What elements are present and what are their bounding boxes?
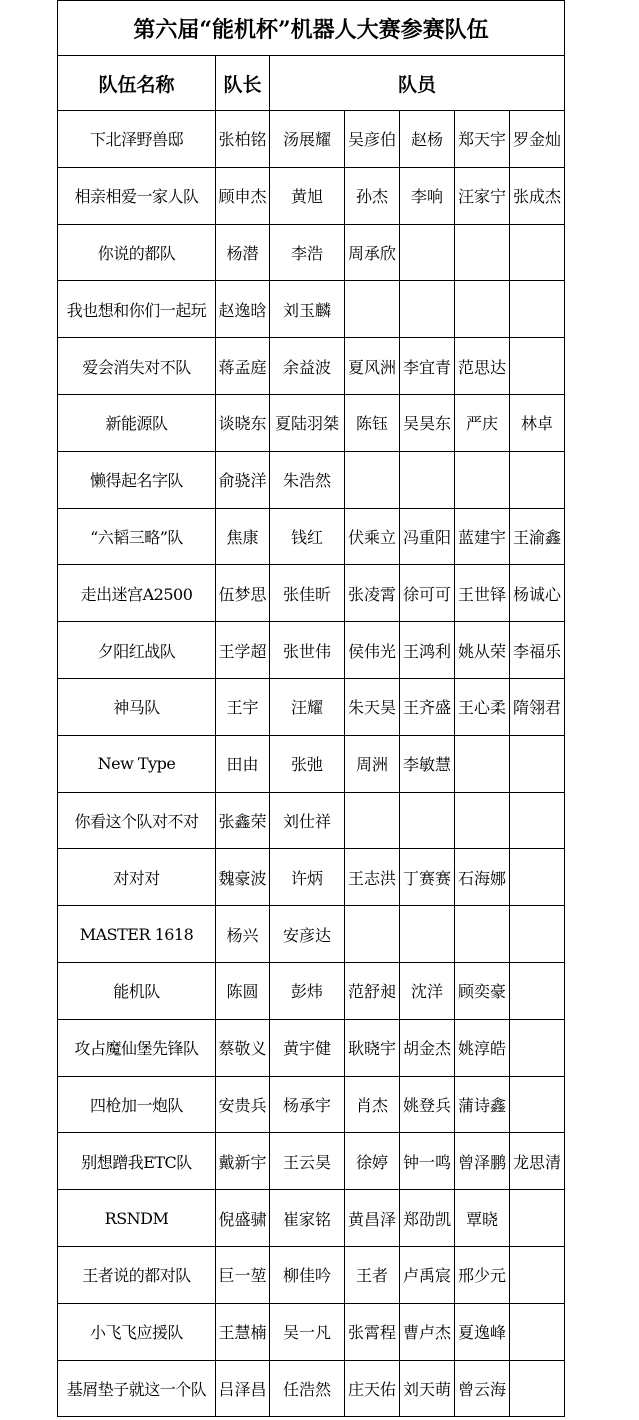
member-cell: 张世伟: [270, 622, 345, 679]
member-cell: [455, 224, 510, 281]
member-cell: 庄天佑: [345, 1360, 400, 1417]
table-row: [58, 111, 565, 168]
member-cell: 龙思清: [510, 1133, 565, 1190]
member-cell: [510, 792, 565, 849]
member-cell: 王鸿利: [400, 622, 455, 679]
member-cell: 伏乘立: [345, 508, 400, 565]
member-cell: 杨承宇: [270, 1076, 345, 1133]
table-row: [58, 1019, 565, 1076]
member-cell: [510, 338, 565, 395]
member-cell: 冯重阳: [400, 508, 455, 565]
team-name-cell: 攻占魔仙堡先锋队: [58, 1019, 216, 1076]
member-cell: 杨诚心: [510, 565, 565, 622]
captain-cell: 赵逸晗: [216, 281, 270, 338]
team-name-cell: 基屑垫子就这一个队: [58, 1360, 216, 1417]
captain-cell: 伍梦思: [216, 565, 270, 622]
member-cell: 沈洋: [400, 962, 455, 1019]
member-cell: 彭炜: [270, 962, 345, 1019]
member-cell: 夏风洲: [345, 338, 400, 395]
member-cell: [510, 962, 565, 1019]
team-name-cell: 能机队: [58, 962, 216, 1019]
table-row: [58, 167, 565, 224]
member-cell: 蓝建宇: [455, 508, 510, 565]
table-title: 第六届“能机杯”机器人大赛参赛队伍: [58, 1, 565, 56]
table-row: [58, 508, 565, 565]
member-cell: 姚淳皓: [455, 1019, 510, 1076]
member-cell: 李浩: [270, 224, 345, 281]
captain-cell: 陈圆: [216, 962, 270, 1019]
member-cell: 张佳昕: [270, 565, 345, 622]
captain-cell: 王宇: [216, 678, 270, 735]
member-cell: 柳佳吟: [270, 1246, 345, 1303]
member-cell: [455, 792, 510, 849]
table-row: [58, 735, 565, 792]
member-cell: 范舒昶: [345, 962, 400, 1019]
table-row: [58, 849, 565, 906]
member-cell: 许炳: [270, 849, 345, 906]
header-row: [58, 56, 565, 111]
member-cell: [455, 281, 510, 338]
member-cell: [510, 735, 565, 792]
member-cell: 孙杰: [345, 167, 400, 224]
table-row: [58, 906, 565, 963]
member-cell: 卢禹宸: [400, 1246, 455, 1303]
member-cell: [510, 224, 565, 281]
member-cell: 刘天萌: [400, 1360, 455, 1417]
member-cell: 刘仕祥: [270, 792, 345, 849]
member-cell: [345, 451, 400, 508]
title-row: [58, 1, 565, 56]
member-cell: 李响: [400, 167, 455, 224]
member-cell: 刘玉麟: [270, 281, 345, 338]
member-cell: 曾泽鹏: [455, 1133, 510, 1190]
member-cell: 郑天宇: [455, 111, 510, 168]
member-cell: 顾奕豪: [455, 962, 510, 1019]
member-cell: 隋翎君: [510, 678, 565, 735]
member-cell: [510, 1019, 565, 1076]
team-name-cell: 四枪加一炮队: [58, 1076, 216, 1133]
member-cell: 徐婷: [345, 1133, 400, 1190]
member-cell: 吴彦伯: [345, 111, 400, 168]
member-cell: [510, 1076, 565, 1133]
captain-cell: 戴新宇: [216, 1133, 270, 1190]
table-row: [58, 1133, 565, 1190]
member-cell: 肖杰: [345, 1076, 400, 1133]
member-cell: 姚从荣: [455, 622, 510, 679]
member-cell: 吴一凡: [270, 1303, 345, 1360]
team-name-cell: RSNDM: [58, 1190, 216, 1247]
team-roster-table: [57, 0, 565, 1417]
table-row: [58, 394, 565, 451]
member-cell: [400, 224, 455, 281]
member-cell: 汪家宁: [455, 167, 510, 224]
captain-cell: 张鑫荣: [216, 792, 270, 849]
member-cell: 黄旭: [270, 167, 345, 224]
member-cell: [510, 906, 565, 963]
member-cell: 王世铎: [455, 565, 510, 622]
member-cell: 丁赛赛: [400, 849, 455, 906]
member-cell: 王云昊: [270, 1133, 345, 1190]
member-cell: [400, 281, 455, 338]
member-cell: 周承欣: [345, 224, 400, 281]
captain-cell: 蔡敬义: [216, 1019, 270, 1076]
member-cell: 赵杨: [400, 111, 455, 168]
member-cell: [400, 451, 455, 508]
member-cell: 胡金杰: [400, 1019, 455, 1076]
team-name-cell: 小飞飞应援队: [58, 1303, 216, 1360]
member-cell: [400, 792, 455, 849]
member-cell: 石海娜: [455, 849, 510, 906]
table-row: [58, 565, 565, 622]
member-cell: [345, 792, 400, 849]
member-cell: 朱天昊: [345, 678, 400, 735]
member-cell: [510, 451, 565, 508]
captain-cell: 吕泽昌: [216, 1360, 270, 1417]
captain-cell: 杨潜: [216, 224, 270, 281]
member-cell: 陈钰: [345, 394, 400, 451]
team-name-cell: 爱会消失对不队: [58, 338, 216, 395]
member-cell: 林卓: [510, 394, 565, 451]
team-name-cell: 王者说的都对队: [58, 1246, 216, 1303]
member-cell: 夏逸峰: [455, 1303, 510, 1360]
member-cell: 吴昊东: [400, 394, 455, 451]
table-row: [58, 451, 565, 508]
table-row: [58, 1190, 565, 1247]
captain-cell: 田由: [216, 735, 270, 792]
member-cell: 李敏慧: [400, 735, 455, 792]
table-row: [58, 678, 565, 735]
table-row: [58, 962, 565, 1019]
team-name-cell: 相亲相爱一家人队: [58, 167, 216, 224]
member-cell: 耿晓宇: [345, 1019, 400, 1076]
team-name-cell: New Type: [58, 735, 216, 792]
member-cell: 徐可可: [400, 565, 455, 622]
member-cell: 任浩然: [270, 1360, 345, 1417]
member-cell: 王者: [345, 1246, 400, 1303]
member-cell: 安彦达: [270, 906, 345, 963]
member-cell: 汪耀: [270, 678, 345, 735]
captain-cell: 安贵兵: [216, 1076, 270, 1133]
captain-cell: 焦康: [216, 508, 270, 565]
member-cell: 崔家铭: [270, 1190, 345, 1247]
team-name-cell: 走出迷宫A2500: [58, 565, 216, 622]
member-cell: 邢少元: [455, 1246, 510, 1303]
header-team-name: 队伍名称: [58, 56, 216, 111]
captain-cell: 王慧楠: [216, 1303, 270, 1360]
member-cell: [345, 281, 400, 338]
team-name-cell: 夕阳红战队: [58, 622, 216, 679]
member-cell: 李福乐: [510, 622, 565, 679]
member-cell: 李宜青: [400, 338, 455, 395]
member-cell: [510, 1360, 565, 1417]
captain-cell: 巨一堃: [216, 1246, 270, 1303]
member-cell: 黄昌泽: [345, 1190, 400, 1247]
captain-cell: 顾申杰: [216, 167, 270, 224]
team-name-cell: 你说的都队: [58, 224, 216, 281]
member-cell: 张弛: [270, 735, 345, 792]
member-cell: 周洲: [345, 735, 400, 792]
header-members: 队员: [270, 56, 565, 111]
table-row: [58, 338, 565, 395]
captain-cell: 王学超: [216, 622, 270, 679]
team-name-cell: 别想蹭我ETC队: [58, 1133, 216, 1190]
member-cell: 范思达: [455, 338, 510, 395]
team-name-cell: 神马队: [58, 678, 216, 735]
table-row: [58, 1076, 565, 1133]
team-name-cell: 我也想和你们一起玩: [58, 281, 216, 338]
member-cell: [345, 906, 400, 963]
member-cell: 严庆: [455, 394, 510, 451]
team-name-cell: 新能源队: [58, 394, 216, 451]
captain-cell: 蒋孟庭: [216, 338, 270, 395]
member-cell: 钱红: [270, 508, 345, 565]
table-row: [58, 224, 565, 281]
team-name-cell: 对对对: [58, 849, 216, 906]
member-cell: 钟一鸣: [400, 1133, 455, 1190]
member-cell: 张凌霄: [345, 565, 400, 622]
member-cell: 曹卢杰: [400, 1303, 455, 1360]
roster-body: [58, 111, 565, 1417]
member-cell: [455, 906, 510, 963]
member-cell: 王志洪: [345, 849, 400, 906]
member-cell: 蒲诗鑫: [455, 1076, 510, 1133]
captain-cell: 张柏铭: [216, 111, 270, 168]
team-name-cell: 懒得起名字队: [58, 451, 216, 508]
member-cell: 姚登兵: [400, 1076, 455, 1133]
member-cell: [455, 451, 510, 508]
header-captain: 队长: [216, 56, 270, 111]
captain-cell: 谈晓东: [216, 394, 270, 451]
member-cell: 张成杰: [510, 167, 565, 224]
member-cell: [455, 735, 510, 792]
member-cell: [510, 1246, 565, 1303]
member-cell: 黄宇健: [270, 1019, 345, 1076]
team-name-cell: 下北泽野兽邸: [58, 111, 216, 168]
member-cell: 罗金灿: [510, 111, 565, 168]
table-row: [58, 281, 565, 338]
member-cell: 郑劭凯: [400, 1190, 455, 1247]
table-row: [58, 792, 565, 849]
member-cell: 王齐盛: [400, 678, 455, 735]
member-cell: 侯伟光: [345, 622, 400, 679]
table-row: [58, 1303, 565, 1360]
member-cell: 张霄程: [345, 1303, 400, 1360]
member-cell: [510, 1303, 565, 1360]
captain-cell: 杨兴: [216, 906, 270, 963]
member-cell: 朱浩然: [270, 451, 345, 508]
member-cell: [510, 849, 565, 906]
member-cell: [400, 906, 455, 963]
member-cell: 王渝鑫: [510, 508, 565, 565]
table-row: [58, 1246, 565, 1303]
member-cell: 曾云海: [455, 1360, 510, 1417]
table-row: [58, 1360, 565, 1417]
member-cell: 夏陆羽桀: [270, 394, 345, 451]
member-cell: 王心柔: [455, 678, 510, 735]
member-cell: [510, 1190, 565, 1247]
team-name-cell: 你看这个队对不对: [58, 792, 216, 849]
member-cell: 覃晓: [455, 1190, 510, 1247]
team-name-cell: MASTER 1618: [58, 906, 216, 963]
captain-cell: 魏豪波: [216, 849, 270, 906]
team-name-cell: “六韬三略”队: [58, 508, 216, 565]
member-cell: 汤展耀: [270, 111, 345, 168]
member-cell: 余益波: [270, 338, 345, 395]
captain-cell: 俞骁洋: [216, 451, 270, 508]
captain-cell: 倪盛骕: [216, 1190, 270, 1247]
member-cell: [510, 281, 565, 338]
table-row: [58, 622, 565, 679]
